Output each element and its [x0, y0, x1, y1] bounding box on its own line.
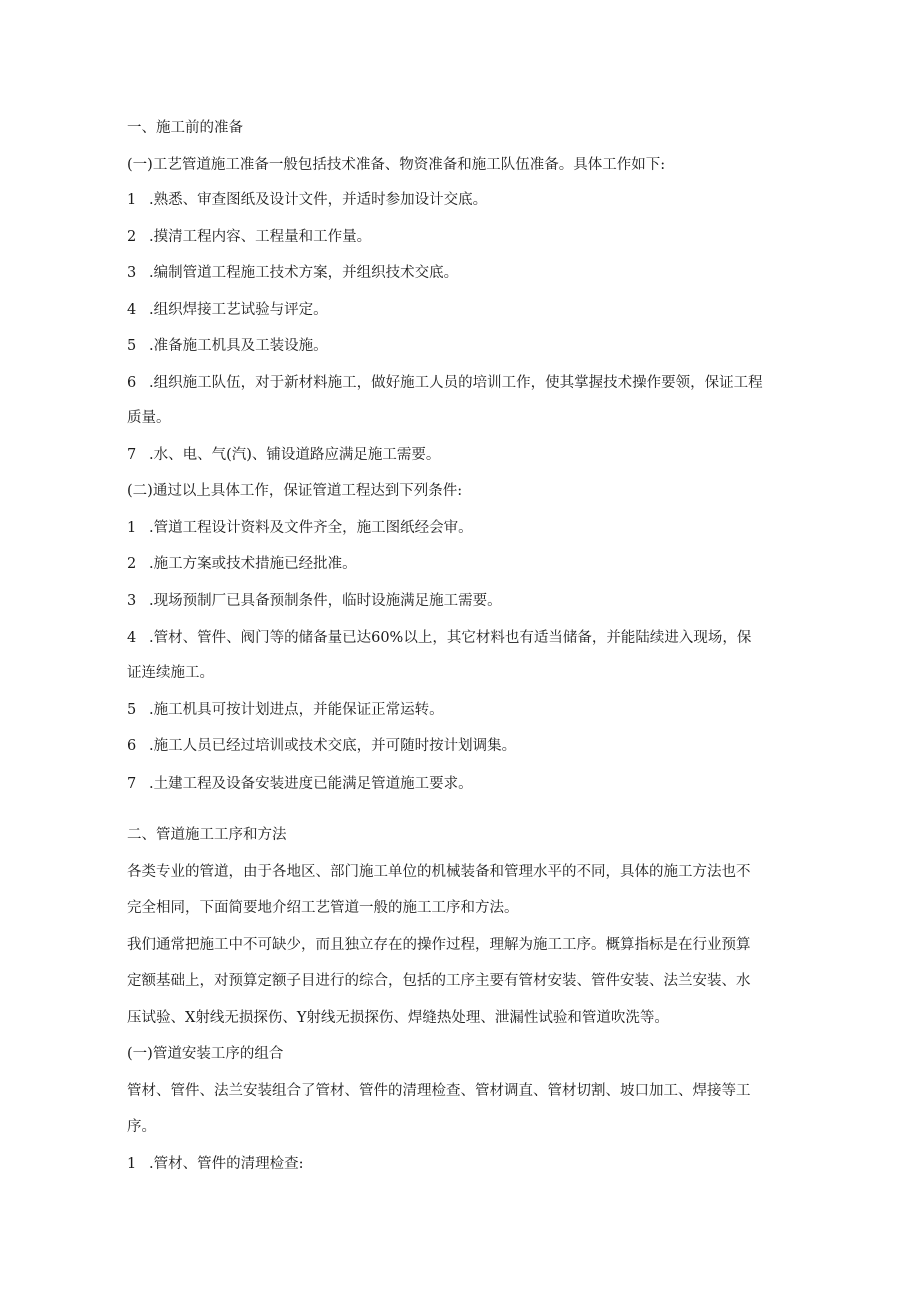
list-item: [127, 554, 357, 574]
paragraph-line: 管材、管件、法兰安装组合了管材、管件的清理检查、管材调直、管材切割、坡口加工、焊接等工: [127, 1083, 751, 1099]
section-2-title: 二、管道施工工序和方法: [127, 827, 287, 843]
list-item: [127, 700, 444, 720]
list-item-number: 3: [127, 265, 137, 281]
list-item: [127, 774, 473, 794]
section-1-part-1-intro: (一)工艺管道施工准备一般包括技术准备、物资准备和施工队伍准备。具体工作如下:: [127, 157, 666, 173]
list-item-number: 1: [127, 192, 137, 208]
list-item-number: 6: [127, 738, 137, 754]
list-item-text: .管材、管件的清理检查:: [149, 1156, 304, 1172]
list-item-number: 2: [127, 229, 137, 245]
section-1-title: 一、施工前的准备: [127, 120, 243, 136]
list-item: [127, 336, 328, 356]
list-item-number: 7: [127, 776, 137, 792]
list-item: [127, 518, 473, 538]
paragraph-line: 定额基础上，对预算定额子目进行的综合，包括的工序主要有管材安装、管件安装、法兰安装、水: [127, 973, 751, 989]
list-item: [127, 190, 487, 210]
list-item-number: 7: [127, 447, 137, 463]
list-item-text: .施工人员已经过培训或技术交底，并可随时按计划调集。: [149, 738, 517, 754]
list-item-text: .编制管道工程施工技术方案，并组织技术交底。: [149, 265, 459, 281]
list-item-text: .管材、管件、阀门等的储备量已达60%以上，其它材料也有适当储备，并能陆续进入现场，保: [149, 630, 752, 646]
list-item-number: 3: [127, 593, 137, 609]
list-item-text: .土建工程及设备安装进度已能满足管道施工要求。: [149, 776, 473, 792]
list-item-text: .摸清工程内容、工程量和工作量。: [149, 229, 372, 245]
paragraph-line: 压试验、X射线无损探伤、Y射线无损探伤、焊缝热处理、泄漏性试验和管道吹洗等。: [127, 1010, 669, 1026]
list-item: [127, 300, 328, 320]
section-1-part-2-intro: (二)通过以上具体工作，保证管道工程达到下列条件:: [127, 483, 463, 499]
paragraph-line: 我们通常把施工中不可缺少，而且独立存在的操作过程，理解为施工工序。概算指标是在行业预算: [127, 937, 751, 953]
list-item-text: .熟悉、审查图纸及设计文件，并适时参加设计交底。: [149, 192, 488, 208]
list-item-number: 4: [127, 630, 137, 646]
list-item-number: 6: [127, 375, 137, 391]
list-item: [127, 1154, 304, 1174]
list-item: [127, 445, 440, 465]
list-item-text: .施工方案或技术措施已经批准。: [149, 556, 357, 572]
list-item-text: .准备施工机具及工装设施。: [149, 338, 328, 354]
list-item: [127, 591, 502, 611]
section-2-part-1-title: (一)管道安装工序的组合: [127, 1046, 284, 1062]
paragraph-line: 完全相同，下面简要地介绍工艺管道一般的施工工序和方法。: [127, 900, 519, 916]
list-item-number: 4: [127, 302, 137, 318]
list-item-number: 5: [127, 702, 137, 718]
list-item-continuation: 证连续施工。: [127, 665, 214, 681]
list-item-number: 1: [127, 520, 137, 536]
list-item-text: .现场预制厂已具备预制条件，临时设施满足施工需要。: [149, 593, 502, 609]
list-item-number: 1: [127, 1156, 137, 1172]
list-item: [127, 227, 371, 247]
list-item-text: .组织焊接工艺试验与评定。: [149, 302, 328, 318]
paragraph-line: 序。: [127, 1119, 156, 1135]
list-item-number: 5: [127, 338, 137, 354]
list-item-text: .水、电、气(汽)、铺设道路应满足施工需要。: [149, 447, 441, 463]
list-item-number: 2: [127, 556, 137, 572]
list-item: [127, 373, 763, 393]
list-item: [127, 736, 516, 756]
list-item-text: .组织施工队伍，对于新材料施工，做好施工人员的培训工作，使其掌握技术操作要领，保证工程: [149, 375, 763, 391]
list-item: [127, 628, 751, 648]
list-item-text: .施工机具可按计划进点，并能保证正常运转。: [149, 702, 444, 718]
paragraph-line: 各类专业的管道，由于各地区、部门施工单位的机械装备和管理水平的不同，具体的施工方法也不: [127, 864, 751, 880]
list-item-text: .管道工程设计资料及文件齐全，施工图纸经会审。: [149, 520, 473, 536]
list-item: [127, 263, 458, 283]
list-item-continuation: 质量。: [127, 410, 171, 426]
